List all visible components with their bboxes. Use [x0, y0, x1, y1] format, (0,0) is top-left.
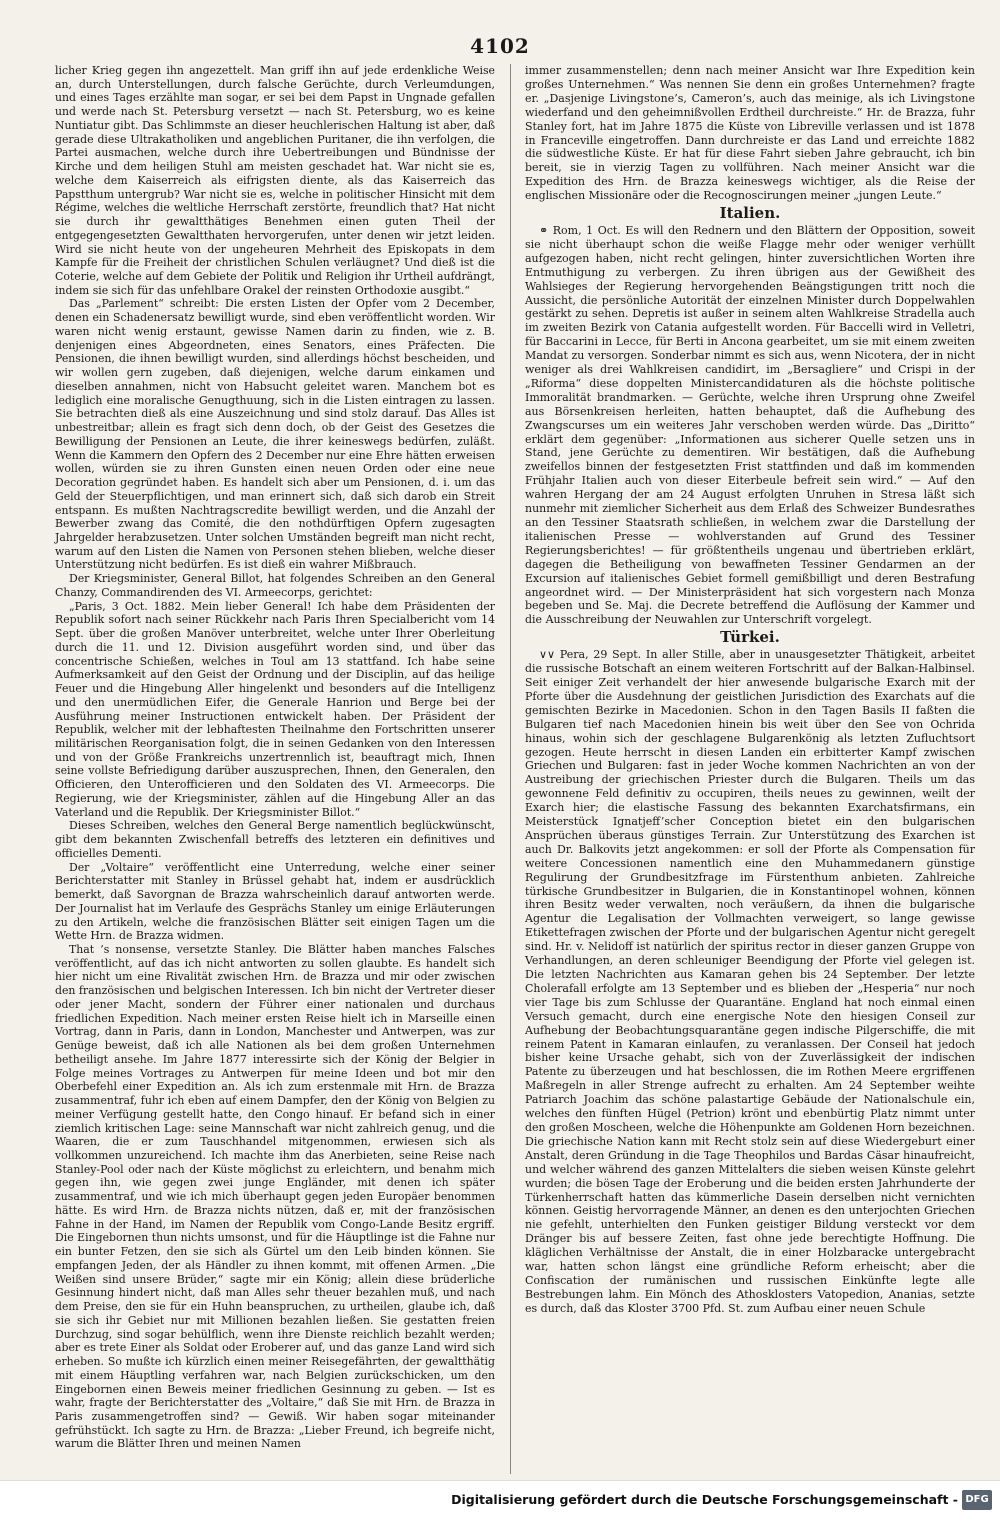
article-paragraph: Dieses Schreiben, welches den General Berge namentlich beglückwünscht, gibt dem bekannten Zwischenfall betreffs des letzteren ein definitives und officielles Dementi. [55, 819, 495, 860]
article-paragraph: licher Krieg gegen ihn angezettelt. Man griff ihn auf jede erdenkliche Weise an, durch Unterstellungen, durch falsche Gerüchte, durch Verleumdungen, und eines Tages erzählte man sogar, er sei bei dem Papst in Ungnade gefallen und werde nach St. Petersburg versetzt — nach St. Petersburg, wo es keine Nuntiatur gibt. Das Schlimmste an dieser heuchlerischen Haltung ist aber, daß gerade diese Ultrakatholiken und angeblichen Puritaner, die ihn verfolgen, die Partei ausmachen, welche durch ihre Uebertreibungen und Bündnisse der Kirche und dem heiligen Stuhl am meisten geschadet hat. War nicht sie es, welche dem Kaiserreich als eifrigsten diente, als das Kaiserreich das Papstthum untergrub? War nicht sie es, welche in politischer Hinsicht mit dem Régime, welches die weltliche Herrschaft zerstörte, freundlich that? Hat nicht sie durch ihr gewaltthätiges Benehmen einen guten Theil der entgegengesetzten Gewaltthaten hervorgerufen, unter denen wir jetzt leiden. Wird sie nicht heute von der ungeheuren Mehrheit des Episkopats in dem Kampfe für die Freiheit der christlichen Schulen verläugnet? Und dieß ist die Coterie, welche auf dem Gebiete der Politik und Religion ihr Urtheil aufdrängt, indem sie sich für das unfehlbare Orakel der reinsten Orthodoxie ausgibt.“ [55, 64, 495, 297]
funding-credit: Digitalisierung gefördert durch die Deutsche Forschungsgemeinschaft - [451, 1492, 958, 1507]
article-paragraph: Der „Voltaire“ veröffentlicht eine Unterredung, welche einer seiner Berichterstatter mit Stanley in Brüssel gehabt hat, indem er ausdrücklich bemerkt, daß Savorgnan de Brazza wahrscheinlich darauf antworten werde. Der Journalist hat im Verlaufe des Gesprächs Stanley um einige Erläuterungen zu den Artikeln, welche die französischen Blätter seit einigen Tagen um die Wette Hrn. de Brazza widmen. [55, 860, 495, 943]
right-column [525, 64, 975, 1316]
footer-bar [0, 1480, 1000, 1521]
left-column [55, 64, 495, 1451]
article-paragraph: „Paris, 3 Oct. 1882. Mein lieber General! Ich habe dem Präsidenten der Republik sofort nach seiner Rückkehr nach Paris Ihren Specialbericht vom 14 Sept. über die großen Manöver unterbreitet, welche unter Ihrer Oberleitung durch die 11. und 12. Division ausgeführt worden sind, und über das concentrische Schießen, welches in Toul am 13 stattfand. Ich habe seine Aufmerksamkeit auf den Geist der Ordnung und der Disciplin, auf das heilige Feuer und die Hingebung Aller hingelenkt und besonders auf die Intelligenz und den unermüdlichen Eifer, die Generale Hanrion und Berge bei der Ausführung meiner Instructionen entwickelt haben. Der Präsident der Republik, welcher mit der lebhaftesten Theilnahme den Fortschritten unserer militärischen Reorganisation folgt, die in seinen Gedanken von den Interessen und von der Größe Frankreichs unzertrennlich ist, beauftragt mich, Ihnen seine vollste Befriedigung darüber auszusprechen, Ihnen, den Generalen, den Officieren, den Unterofficieren und den Soldaten des VI. Armeecorps. Die Regierung, wie der Kriegsminister, zählen auf die Hingebung Aller an das Vaterland und die Republik. Der Kriegsminister Billot.“ [55, 599, 495, 819]
article-paragraph: Der Kriegsminister, General Billot, hat folgendes Schreiben an den General Chanzy, Commandirenden des VI. Armeecorps, gerichtet: [55, 572, 495, 599]
page-number: 4102 [470, 34, 530, 58]
article-paragraph: ⚭ Rom, 1 Oct. Es will den Rednern und den Blättern der Opposition, soweit sie nicht überhaupt schon die weiße Flagge mehr oder weniger verhüllt aufgezogen haben, nicht recht gelingen, hinter zuversichtlichen Worten ihre Entmuthigung zu verbergen. Zu ihren übrigen aus der Gewißheit des Wahlsieges der Regierung hervorgehenden Beängstigungen tritt noch die Aussicht, die persönliche Autorität der einzelnen Minister durch Doppelwahlen gestärkt zu sehen. Depretis ist außer in seinem alten Wahlkreise Stradella auch im zweiten Bezirk von Catania aufgestellt worden. Für Baccelli wird in Velletri, für Baccarini in Lecce, für Berti in Ancona gearbeitet, um sie mit einem zweiten Mandat zu versorgen. Sonderbar nimmt es sich aus, wenn Nicotera, der in nicht weniger als drei Wahlkreisen candidirt, im „Bersagliere“ und Crispi in der „Riforma“ diese doppelten Ministercandidaturen als die höchste politische Immoralität brandmarken. — Gerüchte, welche ihren Ursprung ohne Zweifel aus Börsenkreisen herleiten, hatten behauptet, daß die Aufhebung des Zwangscurses um ein weiteres Jahr verschoben werden würde. Das „Diritto“ erklärt dem gegenüber: „Informationen aus sicherer Quelle setzen uns in Stand, jene Gerüchte zu dementiren. Wir bestätigen, daß die Aufhebung zweifellos binnen der festgesetzten Frist stattfinden und daß im kommenden Frühjahr Italien auch von dieser Eiterbeule befreit sein wird.“ — Auf den wahren Hergang der am 24 August erfolgten Unruhen in Stresa läßt sich nunmehr mit ziemlicher Sicherheit aus dem Erlaß des Schweizer Bundesrathes an den Tessiner Staatsrath schließen, in welchem zwar die Darstellung der italienischen Presse — wohlverstanden auf Grund des Tessiner Regierungsberichtes! — für größtentheils ungenau und übertrieben erklärt, dagegen die Betheiligung von bewaffneten Tessiner Gendarmen an der Excursion auf italienisches Gebiet formell gemißbilligt und deren Bestrafung angeordnet wird. — Der Ministerpräsident hat sich vorgestern nach Monza begeben und Se. Maj. die Decrete betreffend die Auflösung der Kammer und die Ausschreibung der Neuwahlen zur Unterschrift vorgelegt. [525, 223, 975, 627]
column-divider [510, 64, 511, 1474]
section-heading-italien: Italien. [719, 204, 781, 223]
dfg-logo: DFG [962, 1490, 992, 1510]
article-paragraph: That ’s nonsense, versetzte Stanley. Die Blätter haben manches Falsches veröffentlicht, auf das ich nicht antworten zu sollen glaubte. Es handelt sich hier nicht um eine Rivalität zwischen Hrn. de Brazza und mir oder zwischen den französischen und belgischen Interessen. Ich bin nicht der Vertreter dieser oder jener Macht, sondern der Führer einer nationalen und durchaus friedlichen Expedition. Nach meiner ersten Reise hielt ich in Marseille einen Vortrag, dann in Paris, dann in London, Manchester und Antwerpen, was zur Genüge beweist, daß ich alle Nationen als bei dem großen Unternehmen betheiligt ansehe. Im Jahre 1877 interessirte sich der König der Belgier in Folge meines Vortrages zu Antwerpen für meine Ideen und bot mir den Oberbefehl einer Expedition an. Als ich zum erstenmale mit Hrn. de Brazza zusammentraf, fuhr ich eben auf einem Dampfer, den der König von Belgien zu meiner Verfügung gestellt hatte, den Congo hinauf. Er befand sich in einer ziemlich kritischen Lage: seine Mannschaft war nicht zahlreich genug, und die Waaren, die er zum Tauschhandel mitgenommen, erwiesen sich als vollkommen unzureichend. Ich machte ihm das Anerbieten, seine Reise nach Stanley-Pool oder nach der Küste möglichst zu erleichtern, und benahm mich gegen ihn, wie gegen zwei junge Engländer, mit denen ich später zusammentraf, und wie ich mich überhaupt gegen jeden Europäer benommen hätte. Es wird Hrn. de Brazza nichts nützen, daß er, mit der französischen Fahne in der Hand, im Namen der Republik vom Congo-Lande Besitz ergriff. Die Eingebornen thun nichts umsonst, und für die Häuptlinge ist die Fahne nur ein bunter Fetzen, den sie sich als Gürtel um den Leib binden können. Sie empfangen Jeden, der als Händler zu ihnen kommt, mit offenen Armen. „Die Weißen sind unsere Brüder,“ sagte mir ein König; allein diese brüderliche Gesinnung hindert nicht, daß man Alles sehr theuer bezahlen muß, und nach dem Preise, den sie für ein Huhn beanspruchen, zu urtheilen, glaube ich, daß sie sich ihr Gebiet nur mit Millionen bezahlen ließen. Sie gestatten freien Durchzug, sind sogar behülflich, wenn ihre Dienste reichlich bezahlt werden; aber es trete Einer als Soldat oder Eroberer auf, und das ganze Land wird sich erheben. So mußte ich kürzlich einen meiner Reisegefährten, der gewaltthätig mit einem Häuptling verfahren war, nach Belgien zurückschicken, um den Eingebornen einen Beweis meiner friedlichen Gesinnung zu geben. — Ist es wahr, fragte der Berichterstatter des „Voltaire,“ daß Sie mit Hrn. de Brazza in Paris zusammengetroffen sind? — Gewiß. Wir haben sogar miteinander gefrühstückt. Ich sagte zu Hrn. de Brazza: „Lieber Freund, ich begreife nicht, warum die Blätter Ihren und meinen Namen [55, 943, 495, 1451]
article-paragraph: ∨∨ Pera, 29 Sept. In aller Stille, aber in unausgesetzter Thätigkeit, arbeitet die russische Botschaft an einem weiteren Fortschritt auf der Balkan-Halbinsel. Seit einiger Zeit verhandelt der hier anwesende bulgarische Exarch mit der Pforte über die Ausdehnung der geistlichen Jurisdiction des Exarchats auf die gemischten Bezirke in Macedonien. Schon in den Tagen Basils II faßten die Bulgaren tief nach Macedonien hinein bis weit über den See von Ochrida hinaus, wohin sich der geschlagene Bulgarenkönig als letzten Zufluchtsort gezogen. Heute herrscht in diesen Landen ein erbitterter Kampf zwischen Griechen und Bulgaren: fast in jeder Woche kommen Nachrichten an von der Austreibung der griechischen Priester durch die Bulgaren. Theils um das gewonnene Feld definitiv zu occupiren, theils neues zu gewinnen, weilt der Exarch hier; die elastische Fassung des bekannten Exarchatsfirmans, ein Meisterstück Ignatjeff’scher Conception bietet ein den bulgarischen Ansprüchen überaus günstiges Terrain. Zur Unterstützung des Exarchen ist auch Dr. Balkovits jetzt angekommen: er soll der Pforte als Compensation für weitere Concessionen namentlich eine den Muhammedanern günstige Regulirung der Grundbesitzfrage im Fürstenthum anbieten. Zahlreiche türkische Grundbesitzer in Bulgarien, die in Konstantinopel wohnen, können ihren Besitz weder verwalten, noch veräußern, da ihnen die bulgarische Agentur die Legalisation der Vollmachten verweigert, so lange gewisse Etikettefragen zwischen der Pforte und der bulgarischen Agentur nicht geregelt sind. Hr. v. Nelidoff ist natürlich der spiritus rector in dieser ganzen Gruppe von Verhandlungen, an deren schleuniger Beendigung der Pforte viel gelegen ist. Die letzten Nachrichten aus Kamaran gehen bis 24 September. Der letzte Cholerafall erfolgte am 13 September und es blieben der „Hesperia“ nur noch vier Tage bis zum Schlusse der Quarantäne. England hat noch einmal einen Versuch gemacht, durch eine energische Note den hiesigen Conseil zur Aufhebung der Beobachtungsquarantäne gegen indische Pilgerschiffe, die mit reinem Patent in Kamaran einlaufen, zu veranlassen. Der Conseil hat jedoch bisher keine Ursache gehabt, sich von der Zuverlässigkeit der indischen Patente zu überzeugen und hat beschlossen, die im Rothen Meere ergriffenen Maßregeln in aller Strenge aufrecht zu erhalten. Am 24 September weihte Patriarch Joachim das schöne palastartige Gebäude der Nationalschule ein, welches den fünften Hügel (Petrion) krönt und ebenbürtig Platz nimmt unter den großen Moscheen, welche die Höhenpunkte am Goldenen Horn bezeichnen. Die griechische Nation kann mit Recht stolz sein auf diese Wiedergeburt einer Anstalt, deren Gründung in die Tage Theophilos und Bardas Cäsar hinaufreicht, und welcher während des ganzen Mittelalters die sieben weisen Künste gelehrt wurden; die bösen Tage der Eroberung und die beiden ersten Jahrhunderte der Türkenherrschaft hatten das kümmerliche Dasein derselben nicht vernichten können. Geistig hervorragende Männer, an denen es den unterjochten Griechen nie gefehlt, unterhielten den Funken geistiger Bildung versteckt vor dem Dränger bis auf bessere Zeiten, fast ohne jede berechtigte Hoffnung. Die kläglichen Verhältnisse der Anstalt, die in einer Holzbaracke untergebracht war, hatten schon längst eine gründliche Reform erheischt; aber die Confiscation der rumänischen und russischen Einkünfte legte alle Bestrebungen lahm. Ein Mönch des Athosklosters Vatopedion, Ananias, setzte es durch, daß das Kloster 3700 Pfd. St. zum Aufbau einer neuen Schule [525, 648, 975, 1315]
article-paragraph: Das „Parlement“ schreibt: Die ersten Listen der Opfer vom 2 December, denen ein Schadenersatz bewilligt wurde, sind eben veröffentlicht worden. Wir waren nicht wenig erstaunt, gewisse Namen darin zu finden, wie z. B. denjenigen eines Abgeordneten, eines Senators, eines Präfecten. Die Pensionen, die ihnen bewilligt wurden, sind allerdings höchst bescheiden, und wir wollen gern zugeben, daß diejenigen, welche darum einkamen und dieselben annahmen, nicht von Habsucht geleitet waren. Manchem bot es lediglich eine moralische Genugthuung, sich in die Listen eintragen zu lassen. Sie betrachten dieß als eine Auszeichnung und sind stolz darauf. Das Alles ist unbestreitbar; allein es fragt sich denn doch, ob der Geist des Gesetzes die Bewilligung der Pensionen an Leute, die ihrer keineswegs bedürfen, zuläßt. Wenn die Kammern den Opfern des 2 December nur eine Ehre hätten erweisen wollen, würden sie zu ihren Gunsten einen neuen Orden oder eine neue Decoration gegründet haben. Es handelt sich aber um Pensionen, d. i. um das Geld der Steuerpflichtigen, und man erinnert sich, daß sich darob ein Streit entspann. Es mußten Nachtragscredite bewilligt werden, und die Anzahl der Bewerber zwang das Comité, die den nothdürftigen Opfern zugesagten Jahrgelder herabzusetzen. Unter solchen Umständen begreift man nicht recht, warum auf den Listen die Namen von Personen stehen blieben, welche dieser Unterstützung nicht bedürfen. Es ist dieß ein wahrer Mißbrauch. [55, 297, 495, 572]
section-heading-tuerkei: Türkei. [720, 628, 780, 647]
article-paragraph: immer zusammenstellen; denn nach meiner Ansicht war Ihre Expedition kein großes Unternehmen.“ Was nennen Sie denn ein großes Unternehmen? fragte er. „Dasjenige Livingstone’s, Cameron’s, auch das meinige, als ich Livingstone wiederfand und den geheimnißvollen Erdtheil durchreiste.“ Hr. de Brazza, fuhr Stanley fort, hat im Jahre 1875 die Küste von Libreville verlassen und ist 1878 in Franceville eingetroffen. Dann durchreiste er das Land und erreichte 1882 die südwestliche Küste. Er hat für diese Fahrt sieben Jahre gebraucht, ich bin bereit, sie in vierzig Tagen zu vollführen. Nach meiner Ansicht war die Expedition des Hrn. de Brazza keineswegs wichtiger, als die Reise der englischen Missionäre oder die Recognoscirungen meiner „jungen Leute.“ [525, 64, 975, 203]
